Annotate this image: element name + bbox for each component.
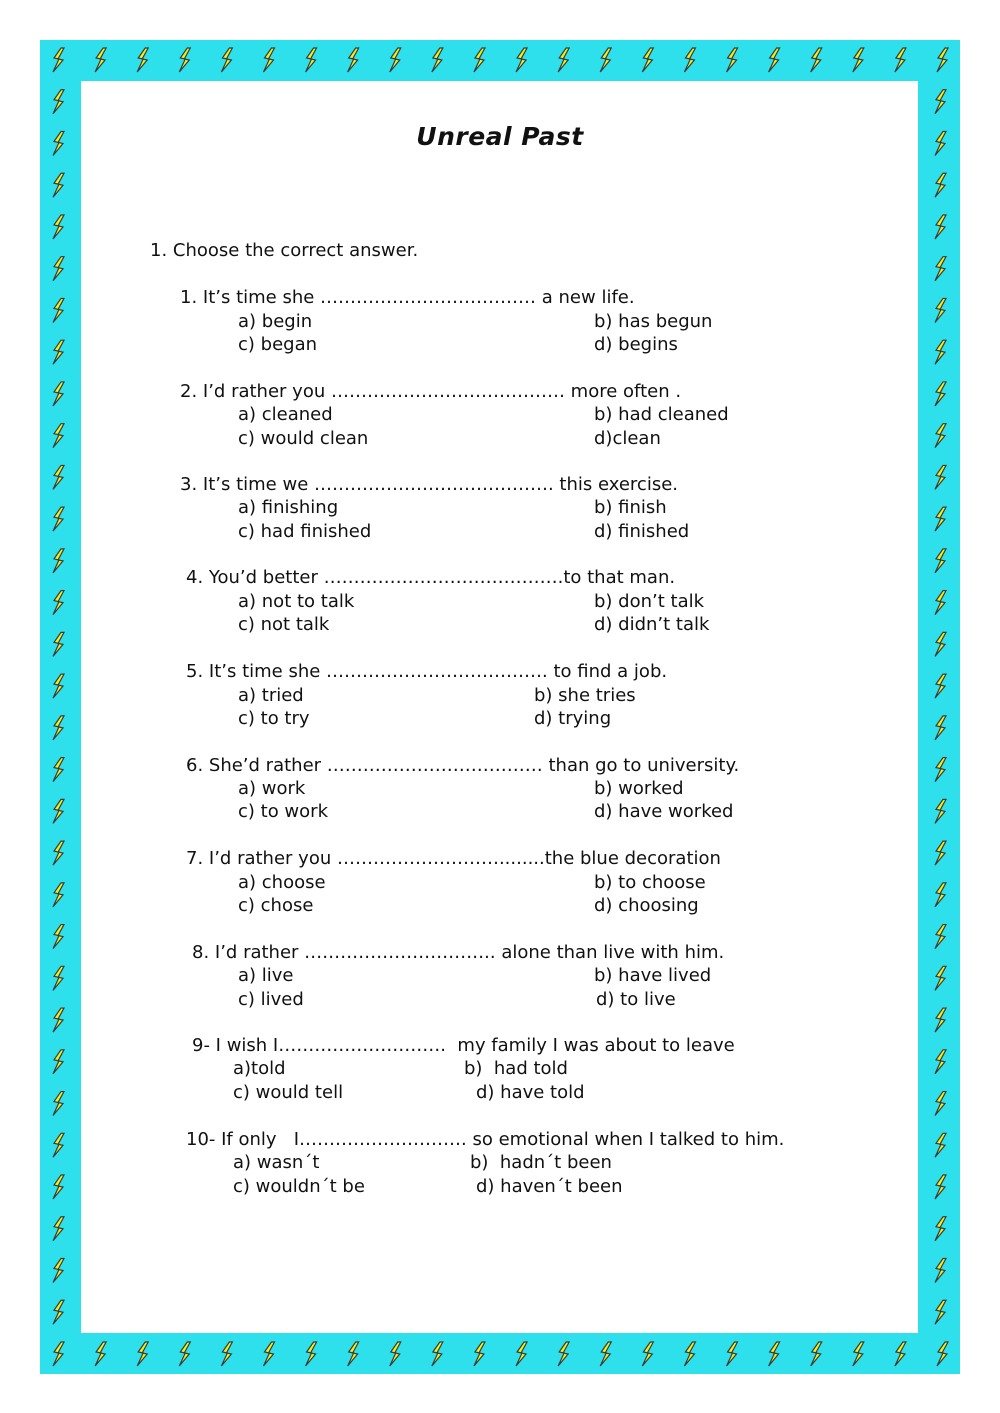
lightning-bolt-icon [935,632,946,656]
lightning-bolt-icon [179,48,190,72]
question-4-option-b: b) don’t talk [594,591,705,612]
lightning-bolt-icon [348,1342,359,1366]
lightning-bolt-icon [935,1008,946,1032]
lightning-bolt-icon [935,674,946,698]
question-1-option-c: c) began [238,334,318,355]
lightning-bolt-icon [221,1342,232,1366]
question-6-option-d: d) have worked [594,801,734,822]
lightning-bolt-icon [432,1342,443,1366]
question-4-option-a: a) not to talk [238,591,355,612]
lightning-bolt-icon [935,549,946,573]
lightning-bolt-icon [895,1342,906,1366]
lightning-bolt-icon [642,1342,653,1366]
lightning-bolt-icon [53,1175,64,1199]
lightning-bolt-icon [935,298,946,322]
lightning-bolt-icon [53,173,64,197]
lightning-bolt-icon [53,424,64,448]
lightning-bolt-icon [137,1342,148,1366]
lightning-bolt-icon [53,716,64,740]
lightning-bolt-icon [935,716,946,740]
lightning-bolt-icon [53,340,64,364]
lightning-bolt-icon [642,48,653,72]
lightning-bolt-icon [53,298,64,322]
question-1-stem: 1. It’s time she ……………………………… a new life. [180,287,635,308]
lightning-bolt-icon [53,1092,64,1116]
question-9-option-b: b) had told [464,1058,568,1079]
lightning-bolt-icon [769,1342,780,1366]
lightning-bolt-icon [558,48,569,72]
lightning-bolt-icon [53,632,64,656]
lightning-bolt-icon [935,1092,946,1116]
lightning-bolt-icon [935,465,946,489]
lightning-bolt-icon [53,382,64,406]
lightning-bolt-icon [935,257,946,281]
question-7-option-a: a) choose [238,872,326,893]
lightning-bolt-icon [53,1217,64,1241]
lightning-bolt-icon [935,1300,946,1324]
lightning-bolt-icon [935,1175,946,1199]
question-5-option-a: a) tried [238,685,304,706]
question-9-stem: 9- I wish I………………………. my family I was about to leave [192,1035,735,1056]
question-9-option-a: a)told [233,1058,286,1079]
lightning-bolt-icon [179,1342,190,1366]
lightning-bolt-icon [684,48,695,72]
lightning-bolt-icon [137,48,148,72]
question-6-option-a: a) work [238,778,306,799]
question-5-stem: 5. It’s time she ………………………………. to find a job. [186,661,668,682]
lightning-bolt-icon [390,1342,401,1366]
lightning-bolt-icon [95,48,106,72]
lightning-bolt-icon [53,883,64,907]
lightning-bolt-icon [53,1342,64,1366]
lightning-bolt-icon [811,1342,822,1366]
lightning-bolt-icon [935,1133,946,1157]
question-10-stem: 10- If only I………………………. so emotional when I talked to him. [186,1129,785,1150]
question-8-option-d: d) to live [596,989,676,1010]
lightning-bolt-icon [53,841,64,865]
lightning-bolt-icon [935,925,946,949]
question-2-stem: 2. I’d rather you ………………………………… more often . [180,381,682,402]
lightning-bolt-icon [53,1259,64,1283]
lightning-bolt-icon [53,257,64,281]
lightning-bolt-icon [53,1008,64,1032]
lightning-bolt-icon [53,1133,64,1157]
question-4-option-c: c) not talk [238,614,330,635]
lightning-bolt-icon [935,841,946,865]
question-8-option-a: a) live [238,965,294,986]
lightning-bolt-icon [53,549,64,573]
question-7-option-d: d) choosing [594,895,699,916]
lightning-bolt-icon [935,966,946,990]
lightning-bolt-icon [53,1050,64,1074]
lightning-bolt-icon [53,966,64,990]
question-6-option-b: b) worked [594,778,684,799]
lightning-bolt-icon [53,90,64,114]
question-1-option-d: d) begins [594,334,678,355]
lightning-bolt-icon [53,758,64,782]
lightning-bolt-icon [811,48,822,72]
lightning-bolt-icon [935,382,946,406]
lightning-bolt-icon [935,1217,946,1241]
question-4-option-d: d) didn’t talk [594,614,710,635]
question-5-option-c: c) to try [238,708,310,729]
question-2-option-a: a) cleaned [238,404,333,425]
lightning-bolt-icon [516,1342,527,1366]
lightning-bolt-icon [306,1342,317,1366]
page-title: Unreal Past [416,122,584,151]
lightning-bolt-icon [221,48,232,72]
lightning-bolt-icon [53,591,64,615]
lightning-bolt-icon [263,1342,274,1366]
question-5-option-b: b) she tries [534,685,636,706]
question-2-option-b: b) had cleaned [594,404,729,425]
lightning-bolt-icon [474,1342,485,1366]
question-9-option-c: c) would tell [233,1082,344,1103]
question-7-stem: 7. I’d rather you ………………………........the blue decoration [186,848,721,869]
lightning-bolt-icon [53,215,64,239]
question-1-option-a: a) begin [238,311,313,332]
lightning-bolt-icon [935,1259,946,1283]
lightning-bolt-icon [558,1342,569,1366]
lightning-bolt-icon [348,48,359,72]
question-3-option-d: d) finished [594,521,690,542]
lightning-bolt-icon [432,48,443,72]
question-6-stem: 6. She’d rather ……………………………… than go to university. [186,755,740,776]
lightning-bolt-icon [53,48,64,72]
question-8-stem: 8. I’d rather ………………………….. alone than live with him. [192,942,725,963]
question-7-option-c: c) chose [238,895,314,916]
lightning-bolt-icon [895,48,906,72]
lightning-bolt-icon [474,48,485,72]
lightning-bolt-icon [53,674,64,698]
question-10-option-c: c) wouldn´t be [233,1176,365,1197]
lightning-bolt-icon [727,48,738,72]
instruction-text: 1. Choose the correct answer. [150,240,419,261]
question-2-option-d: d)clean [594,428,661,449]
lightning-bolt-icon [935,591,946,615]
question-10-option-a: a) wasn´t [233,1152,320,1173]
lightning-bolt-icon [935,215,946,239]
question-9-option-d: d) have told [476,1082,585,1103]
lightning-bolt-icon [600,48,611,72]
lightning-bolt-icon [853,1342,864,1366]
lightning-bolt-icon [53,507,64,531]
lightning-bolt-icon [935,424,946,448]
question-4-stem: 4. You’d better ………………………………….to that man. [186,567,676,588]
lightning-bolt-icon [263,48,274,72]
question-3-stem: 3. It’s time we …………………………………. this exercise. [180,474,679,495]
lightning-bolt-icon [935,883,946,907]
lightning-bolt-icon [727,1342,738,1366]
question-8-option-c: c) lived [238,989,304,1010]
lightning-bolt-icon [935,340,946,364]
lightning-bolt-icon [935,1050,946,1074]
lightning-bolt-icon [935,799,946,823]
lightning-bolt-icon [684,1342,695,1366]
question-8-option-b: b) have lived [594,965,712,986]
lightning-bolt-icon [935,173,946,197]
lightning-bolt-icon [53,925,64,949]
lightning-bolt-icon [937,48,948,72]
question-3-option-b: b) finish [594,497,667,518]
lightning-bolt-icon [935,90,946,114]
question-3-option-c: c) had finished [238,521,372,542]
question-3-option-a: a) finishing [238,497,339,518]
lightning-bolt-icon [53,799,64,823]
lightning-bolt-icon [600,1342,611,1366]
lightning-bolt-icon [390,48,401,72]
question-10-option-d: d) haven´t been [476,1176,623,1197]
lightning-bolt-icon [935,507,946,531]
question-5-option-d: d) trying [534,708,612,729]
question-1-option-b: b) has begun [594,311,713,332]
lightning-bolt-icon [516,48,527,72]
question-6-option-c: c) to work [238,801,328,822]
lightning-bolt-icon [95,1342,106,1366]
lightning-bolt-icon [769,48,780,72]
question-10-option-b: b) hadn´t been [470,1152,612,1173]
lightning-bolt-icon [53,1300,64,1324]
lightning-bolt-icon [937,1342,948,1366]
lightning-bolt-icon [853,48,864,72]
question-7-option-b: b) to choose [594,872,706,893]
question-2-option-c: c) would clean [238,428,369,449]
lightning-bolt-icon [306,48,317,72]
lightning-bolt-icon [935,758,946,782]
lightning-bolt-icon [53,465,64,489]
